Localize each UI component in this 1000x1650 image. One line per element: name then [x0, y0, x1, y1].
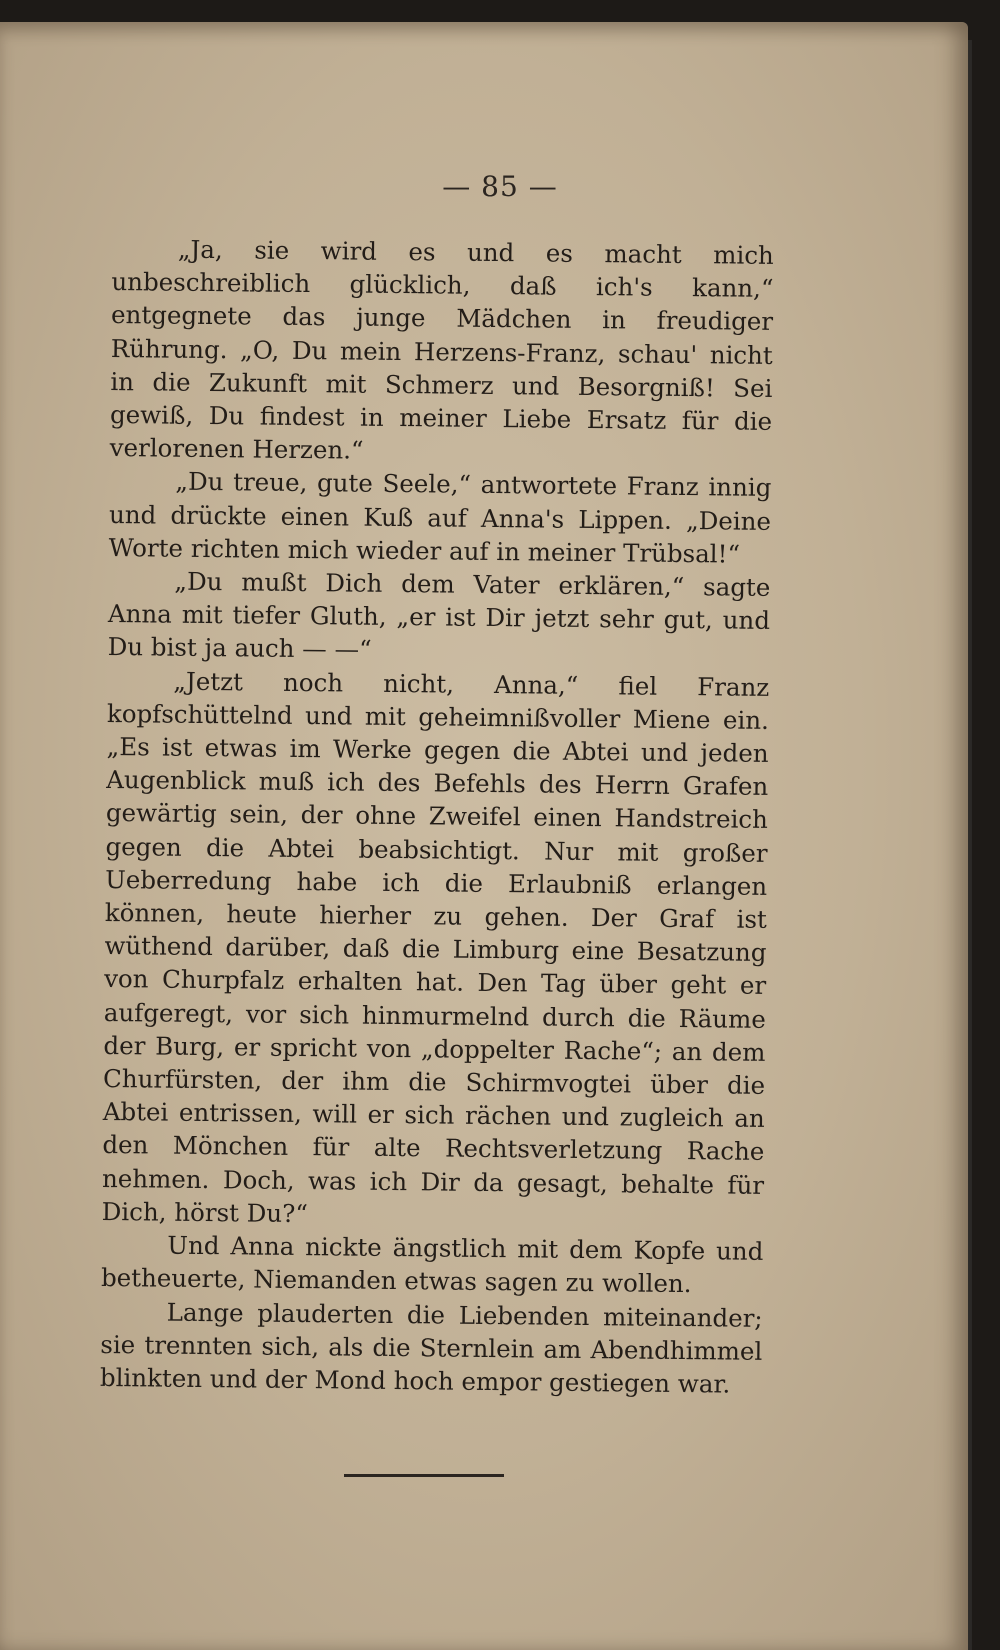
paragraph-3: „Du mußt Dich dem Vater erklären,“ sagte Anna mit tiefer Gluth, „er ist Dir jetzt sehr gut, und Du bist ja auch — —“	[107, 566, 771, 665]
paragraph-4: „Jetzt noch nicht, Anna,“ fiel Franz kopfschüttelnd und mit geheimnißvoller Miene ein. „Es ist etwas im Werke gegen die Abtei und jeden Augenblick muß ich des Befehls des Herrn Grafen gewärtig sein, der ohne Zweifel einen Handstreich gegen die Abtei beabsichtigt. Nur mit großer Ueberredung habe ich die Erlaubniß erlangen können, heute hierher zu gehen. Der Graf ist wüthend darüber, daß die Limburg eine Besatzung von Churpfalz erhalten hat. Den Tag über geht er aufgeregt, vor sich hinmurmelnd durch die Räume der Burg, er spricht von „doppelter Rache“; an dem Churfürsten, der ihm die Schirmvogtei über die Abtei entrissen, will er sich rächen und zugleich an den Mönchen für alte Rechtsverletzung Rache nehmen. Doch, was ich Dir da gesagt, behalte für Dich, hörst Du?“	[101, 666, 770, 1228]
body-text	[100, 232, 774, 1401]
paragraph-6: Lange plauderten die Liebenden miteinander; sie trennten sich, als die Sternlein am Abendhimmel blinkten und der Mond hoch empor gestiegen war.	[99, 1297, 763, 1399]
page-number: — 85 —	[442, 170, 558, 203]
paragraph-2: „Du treue, gute Seele,“ antwortete Franz innig und drückte einen Kuß auf Anna's Lippen. „Deine Worte richten mich wieder auf in meiner Trübsal!“	[108, 467, 772, 569]
end-rule	[344, 1474, 504, 1477]
paragraph-1: „Ja, sie wird es und es macht mich unbeschreiblich glücklich, daß ich's kann,“ entgegnete das junge Mädchen in freudiger Rührung. „O, Du mein Herzens-Franz, schau' nicht in die Zukunft mit Schmerz und Besorgniß! Sei gewiß, Du findest in meiner Liebe Ersatz für die verlorenen Herzen.“	[109, 234, 774, 465]
paragraph-5: Und Anna nickte ängstlich mit dem Kopfe und betheuerte, Niemanden etwas sagen zu wollen.	[100, 1230, 764, 1299]
